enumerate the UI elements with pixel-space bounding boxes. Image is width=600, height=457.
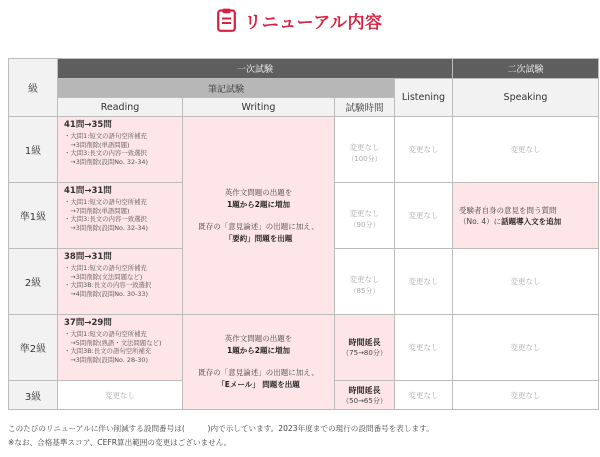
header-writing: Writing	[183, 98, 335, 117]
time-cell	[335, 249, 395, 315]
writing-cell-lower	[183, 315, 335, 410]
level-cell: 2級	[9, 249, 58, 315]
time-value: 変更なし	[349, 209, 380, 218]
footnote: このたびのリニューアルに伴い削減する設問番号は( )内で示しています。2023年度までの現行の設問番号を表します。	[8, 424, 434, 433]
footnotes	[8, 422, 598, 450]
listening-cell: 変更なし	[395, 183, 453, 249]
writing-text: 英作文問題の出題を	[224, 187, 293, 197]
writing-text-bold: 1題から2題に増加	[227, 199, 290, 209]
reading-line: ・大問3:長文の内容一致選択	[64, 149, 147, 158]
reading-count: 37問→29問	[64, 318, 112, 328]
writing-text: 既存の「意見論述」の出題に加え、	[198, 221, 319, 231]
document-icon	[217, 8, 236, 32]
writing-text-bold: 「Eメール」 問題を出題	[217, 380, 300, 389]
time-value: 変更なし	[349, 143, 380, 152]
header-speaking: Speaking	[453, 79, 599, 117]
reading-line: ・大問1:短文の語句空所補充	[64, 330, 147, 338]
reading-count: 41問→31問	[64, 186, 112, 196]
reading-line: →3問削除(文法問題など)	[64, 272, 143, 281]
level-cell: 3級	[9, 381, 58, 410]
header-written: 筆記試験	[58, 79, 395, 98]
reading-line: ・大問3B:長文の内容一致選択	[64, 281, 152, 290]
reading-count: 38問→31問	[64, 252, 112, 262]
speaking-cell: 変更なし	[453, 117, 599, 183]
reading-line: ・大問1:短文の語句空所補充	[64, 198, 147, 206]
time-value: 変更なし	[349, 275, 380, 284]
header-listening: Listening	[395, 79, 453, 117]
table-row	[9, 315, 599, 381]
listening-cell: 変更なし	[395, 117, 453, 183]
speaking-text: 受験者自身の意見を問う質問	[459, 205, 557, 215]
writing-text: 英作文問題の出題を	[224, 334, 293, 343]
reading-line: ・大問3:長文の内容一致選択	[64, 215, 147, 224]
speaking-text: （No. 4）に	[459, 216, 502, 226]
reading-line: →5問削除(熟語・文法問題など)	[64, 338, 162, 347]
time-cell	[335, 183, 395, 249]
reading-line: →7問削除(単語問題)	[64, 206, 130, 215]
listening-cell: 変更なし	[395, 249, 453, 315]
reading-line: →3問削除(設問No. 32-34)	[64, 157, 148, 166]
reading-line: ・大問1:短文の語句空所補充	[64, 264, 147, 272]
reading-line: ・大問1:短文の語句空所補充	[64, 132, 147, 140]
reading-line: →4問削除(設問No. 30-33)	[64, 289, 148, 298]
page-title: リニューアル内容	[244, 12, 383, 33]
header-time: 試験時間	[335, 98, 395, 117]
page-title-row	[0, 6, 600, 34]
reading-line: →3問削除(設問No. 28-30)	[64, 355, 148, 364]
writing-text-bold: 「要約」問題を出題	[224, 233, 293, 243]
renewal-table	[8, 58, 599, 410]
speaking-cell: 変更なし	[453, 249, 599, 315]
time-cell	[335, 117, 395, 183]
time-sub: （90分）	[349, 221, 380, 229]
reading-cell	[58, 183, 183, 249]
header-reading: Reading	[58, 98, 183, 117]
header-first-stage: 一次試験	[58, 59, 453, 79]
speaking-cell: 変更なし	[453, 381, 599, 410]
footnote: ※なお、合格基準スコア、CEFR算出範囲の変更はございません。	[8, 438, 232, 447]
listening-cell: 変更なし	[395, 381, 453, 410]
reading-line: →3問削除(設問No. 32-34)	[64, 223, 148, 232]
time-cell	[335, 381, 395, 410]
time-sub: （75→80分）	[342, 349, 387, 357]
speaking-cell	[453, 183, 599, 249]
writing-text-bold: 1題から2題に増加	[227, 346, 290, 355]
speaking-text-bold: 話題導入文を追加	[501, 216, 562, 226]
writing-cell-upper	[183, 117, 335, 315]
table-row	[9, 117, 599, 183]
time-sub: （50→65分）	[342, 396, 387, 405]
time-sub: （85分）	[349, 287, 380, 295]
time-value: 時間延長	[348, 338, 381, 347]
level-cell: 1級	[9, 117, 58, 183]
reading-count: 41問→35問	[64, 120, 112, 130]
reading-cell	[58, 315, 183, 381]
writing-text: 既存の「意見論述」の出題に加え、	[198, 368, 319, 377]
reading-cell: 変更なし	[58, 381, 183, 410]
level-cell: 準2級	[9, 315, 58, 381]
header-second-stage: 二次試験	[453, 59, 599, 79]
header-level: 級	[9, 59, 58, 117]
reading-line: →3問削除(単語問題)	[64, 140, 130, 149]
reading-line: ・大問3B:長文の語句空所補充	[64, 347, 152, 356]
level-cell: 準1級	[9, 183, 58, 249]
time-value: 時間延長	[348, 385, 381, 395]
time-cell	[335, 315, 395, 381]
speaking-cell: 変更なし	[453, 315, 599, 381]
time-sub: （100分）	[347, 155, 382, 163]
listening-cell: 変更なし	[395, 315, 453, 381]
reading-cell	[58, 249, 183, 315]
reading-cell	[58, 117, 183, 183]
